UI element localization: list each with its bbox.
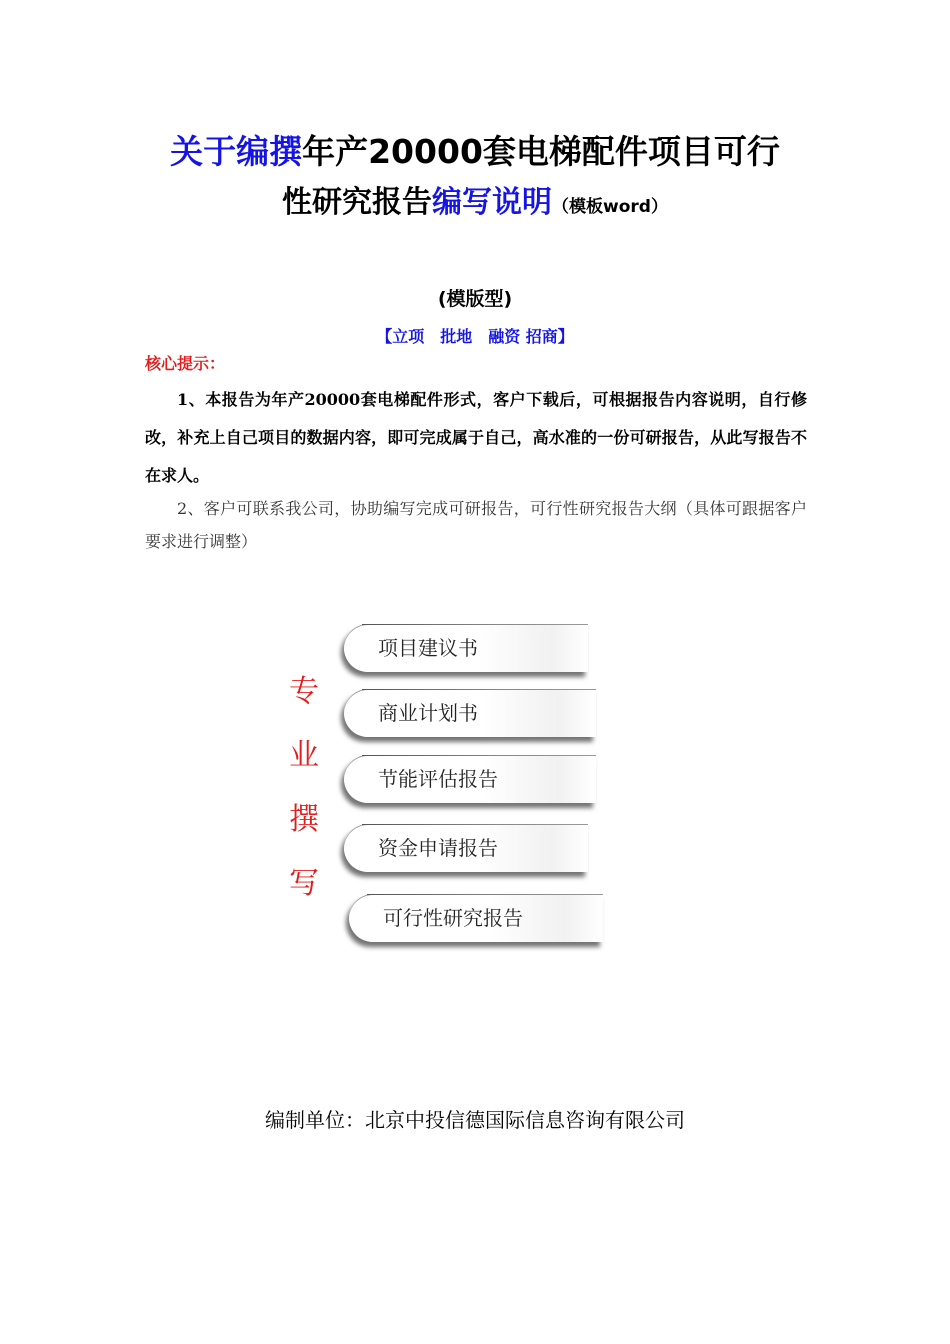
document-title-line2 <box>100 178 850 232</box>
footer-organization: 编制单位：北京中投信德国际信息咨询有限公司 <box>265 1108 685 1132</box>
vertical-char: 专 <box>289 674 319 709</box>
service-item: 节能评估报告 <box>344 755 596 803</box>
hint-label: 核心提示： <box>145 354 226 373</box>
service-item: 可行性研究报告 <box>349 894 603 942</box>
title-highlight-2: 编写说明 <box>432 185 553 220</box>
vertical-char: 写 <box>289 866 319 901</box>
service-item: 资金申请报告 <box>344 824 588 872</box>
tags-line: 【立项 批地 融资 招商】 <box>376 327 574 346</box>
title-suffix: （模板word） <box>552 197 668 217</box>
service-item: 项目建议书 <box>344 624 588 672</box>
vertical-char: 撰 <box>289 802 319 837</box>
paragraph-1: 1、本报告为年产20000套电梯配件形式，客户下载后，可根据报告内容说明，自行修改，补充上自己项目的数据内容，即可完成属于自己，高水准的一份可研报告，从此写报告不在求人。 <box>145 390 807 485</box>
vertical-char: 业 <box>289 738 319 773</box>
title-text-1: 年产20000套电梯配件项目可行 <box>302 132 780 171</box>
title-text-2: 性研究报告 <box>282 185 433 220</box>
vertical-label <box>284 660 324 916</box>
paragraph-2: 2、客户可联系我公司，协助编写完成可研报告，可行性研究报告大纲（具体可跟据客户要求进行调整） <box>145 499 807 551</box>
subtitle: (模版型) <box>437 288 513 310</box>
service-item: 商业计划书 <box>344 689 596 737</box>
title-highlight-1: 关于编撰 <box>170 132 303 171</box>
document-title-line1 <box>100 128 850 176</box>
